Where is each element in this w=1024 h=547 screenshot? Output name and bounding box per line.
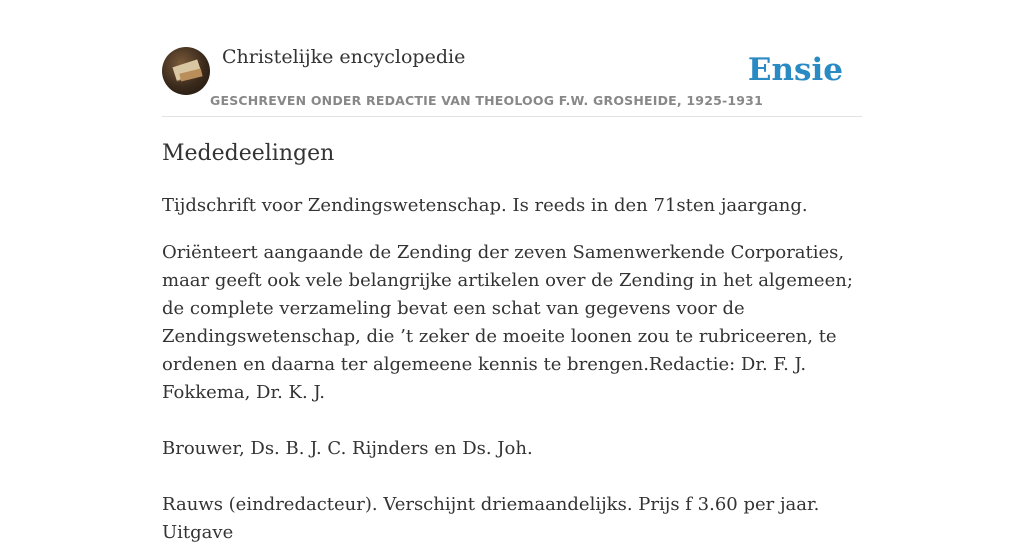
paragraph-spacer bbox=[162, 407, 862, 435]
book-photo-icon[interactable] bbox=[162, 47, 210, 95]
article-paragraph: Brouwer, Ds. B. J. C. Rijnders en Ds. Joh. bbox=[162, 438, 533, 459]
article-title: Mededeelingen bbox=[162, 141, 335, 166]
article-content bbox=[162, 138, 862, 547]
ensie-logo[interactable]: Ensie bbox=[747, 52, 843, 88]
paragraph-spacer bbox=[162, 463, 862, 491]
site-subtitle: GESCHREVEN ONDER REDACTIE VAN THEOLOOG F.W. GROSHEIDE, 1925-1931 bbox=[210, 93, 763, 108]
article-paragraph: Tijdschrift voor Zendingswetenschap. Is reeds in den 71sten jaargang. bbox=[162, 195, 808, 216]
site-title[interactable]: Christelijke encyclopedie bbox=[222, 46, 466, 68]
article-paragraph: Oriënteert aangaande de Zending der zeven Samenwerkende Corporaties, maar geeft ook vele belangrijke artikelen over de Zending in het algemeen; de complete verzameling bevat een schat van gegevens voor de Zendingswetenschap, die ’t zeker de moeite loonen zou te rubriceeren, te ordenen en daarna ter algemeene kennis te brengen.Redactie: Dr. F. J. Fokkema, Dr. K. J. bbox=[162, 242, 853, 403]
site-header bbox=[162, 46, 862, 117]
article-paragraph: Rauws (eindredacteur). Verschijnt driemaandelijks. Prijs f 3.60 per jaar. Uitgave bbox=[162, 494, 820, 543]
